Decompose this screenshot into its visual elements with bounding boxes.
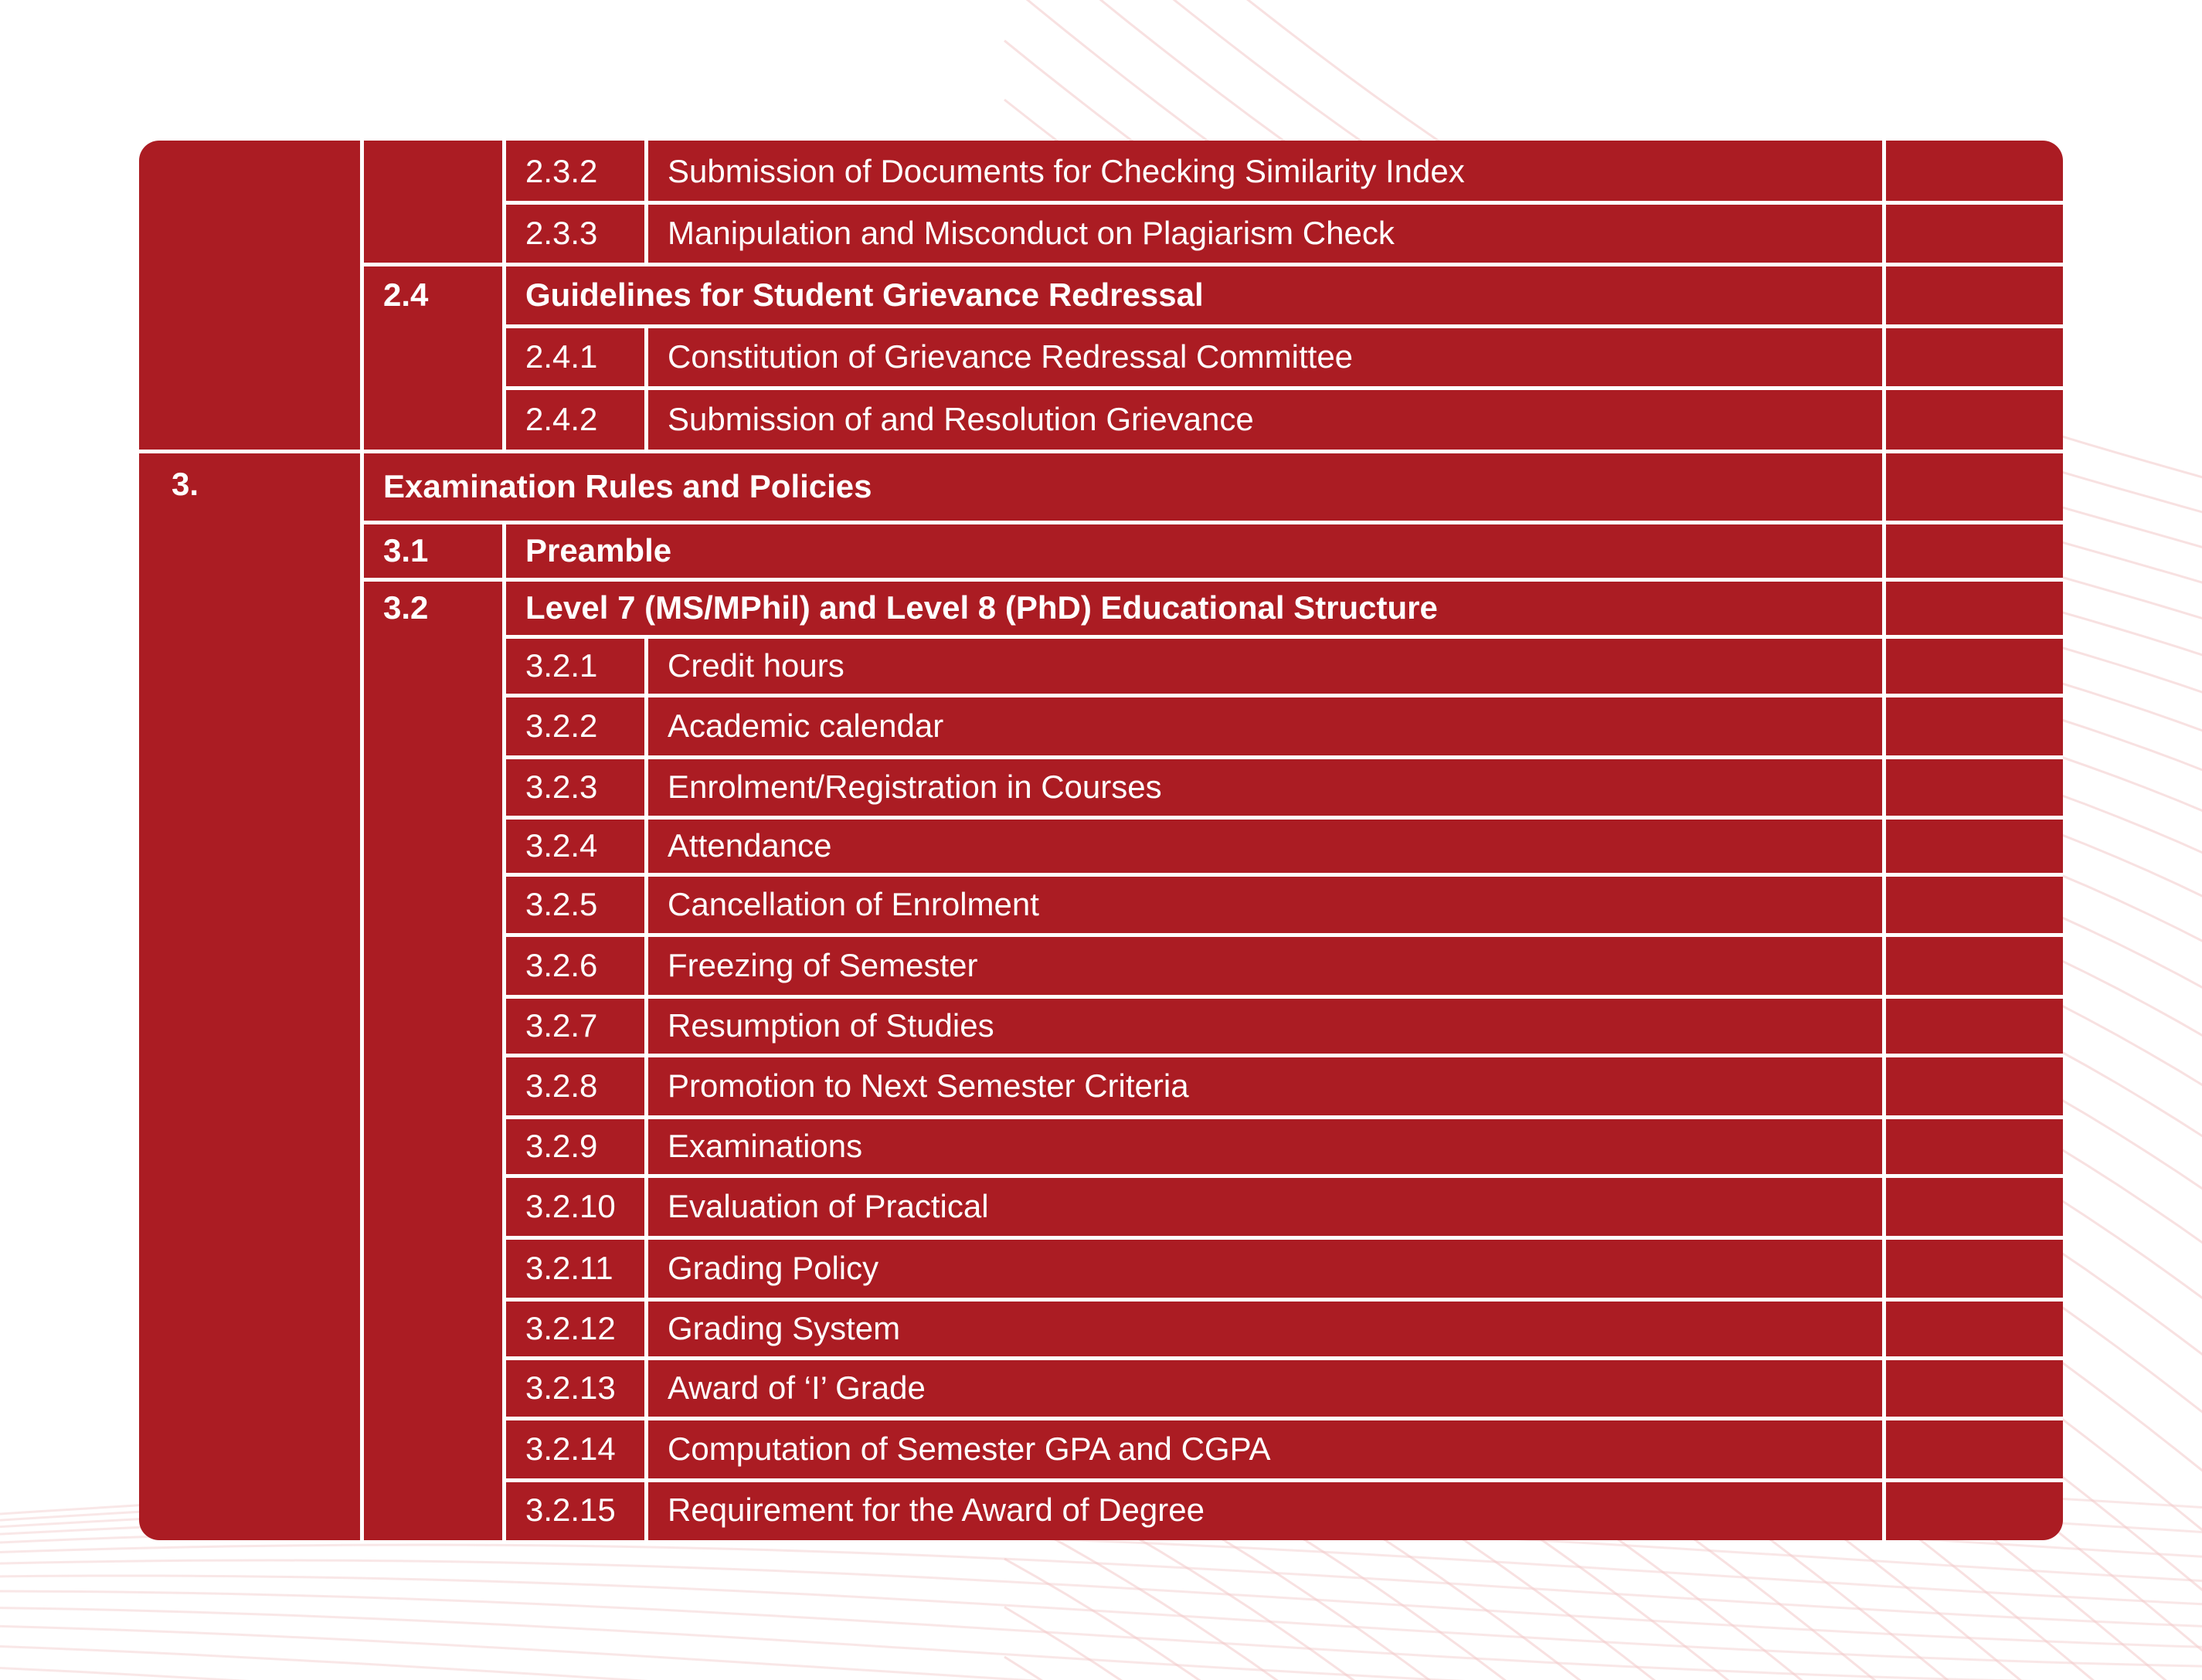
column-divider (644, 202, 648, 264)
toc-entry-number[interactable]: 3.2.2 (525, 708, 598, 744)
toc-entry-number[interactable]: 3.2.13 (525, 1369, 616, 1406)
column-divider (644, 326, 648, 388)
column-divider (644, 1358, 648, 1418)
toc-entry-number[interactable]: 2.3.2 (525, 153, 598, 189)
toc-entry-title[interactable]: Award of ‘I’ Grade (668, 1369, 926, 1406)
toc-entry-title[interactable]: Computation of Semester GPA and CGPA (668, 1431, 1271, 1467)
toc-entry-number[interactable]: 3.2.11 (525, 1250, 613, 1286)
column-divider (644, 1117, 648, 1176)
toc-entry-number[interactable]: 2.4.2 (525, 401, 598, 437)
row-divider (504, 933, 2063, 937)
toc-entry-number[interactable]: 3.2.3 (525, 769, 598, 805)
column-divider (502, 141, 506, 451)
column-divider (644, 1237, 648, 1299)
column-divider (644, 1055, 648, 1117)
toc-entry-number[interactable]: 3.2.15 (525, 1492, 616, 1528)
toc-entry-title[interactable]: Constitution of Grievance Redressal Committee (668, 338, 1354, 375)
toc-entry-title[interactable]: Manipulation and Misconduct on Plagiarism Check (668, 215, 1395, 251)
toc-entry-title[interactable]: Cancellation of Enrolment (668, 886, 1039, 922)
toc-entry-number[interactable]: 3.1 (383, 532, 429, 568)
toc-entry-title[interactable]: Examinations (668, 1128, 863, 1164)
row-divider (504, 635, 2063, 639)
toc-entry-title[interactable]: Resumption of Studies (668, 1007, 994, 1044)
column-divider (644, 817, 648, 874)
toc-entry-title[interactable]: Freezing of Semester (668, 947, 978, 983)
toc-entry-title[interactable]: Submission of Documents for Checking Similarity Index (668, 153, 1465, 189)
row-divider (504, 1356, 2063, 1360)
toc-entry-number[interactable]: 3. (172, 466, 199, 502)
row-divider (504, 1174, 2063, 1178)
column-divider (644, 1480, 648, 1540)
column-divider (502, 522, 506, 1540)
column-divider (644, 757, 648, 817)
toc-entry-title[interactable]: Evaluation of Practical (668, 1188, 989, 1224)
toc-entry-number[interactable]: 3.2.12 (525, 1310, 616, 1346)
row-divider (504, 755, 2063, 759)
toc-entry-title[interactable]: Attendance (668, 827, 832, 864)
toc-entry-number[interactable]: 3.2.9 (525, 1128, 598, 1164)
row-divider (504, 694, 2063, 697)
row-divider (504, 1236, 2063, 1240)
row-divider (504, 324, 2063, 328)
column-divider (644, 141, 648, 202)
row-divider (504, 873, 2063, 877)
toc-entry-title[interactable]: Promotion to Next Semester Criteria (668, 1067, 1189, 1104)
toc-entry-title[interactable]: Examination Rules and Policies (383, 468, 872, 504)
column-divider (644, 1176, 648, 1237)
row-divider (504, 1054, 2063, 1057)
toc-entry-title[interactable]: Requirement for the Award of Degree (668, 1492, 1205, 1528)
toc-entry-title[interactable]: Preamble (525, 532, 672, 568)
toc-entry-number[interactable]: 3.2.6 (525, 947, 598, 983)
column-divider (1882, 141, 1886, 1540)
row-divider (504, 1478, 2063, 1482)
toc-entry-number[interactable]: 3.2.5 (525, 886, 598, 922)
row-divider (362, 578, 2063, 582)
table-of-contents (139, 141, 2063, 1540)
toc-entry-title[interactable]: Academic calendar (668, 708, 944, 744)
column-divider (644, 1418, 648, 1480)
toc-entry-number[interactable]: 3.2.8 (525, 1067, 598, 1104)
toc-entry-title[interactable]: Credit hours (668, 647, 844, 684)
column-divider (644, 996, 648, 1055)
toc-entry-title[interactable]: Submission of and Resolution Grievance (668, 401, 1254, 437)
column-divider (644, 695, 648, 757)
toc-entry-number[interactable]: 2.4 (383, 277, 429, 313)
column-divider (360, 141, 364, 1540)
row-divider (139, 450, 2063, 453)
column-divider (644, 874, 648, 935)
row-divider (504, 1298, 2063, 1302)
column-divider (644, 935, 648, 996)
toc-entry-title[interactable]: Grading System (668, 1310, 901, 1346)
row-divider (504, 1115, 2063, 1119)
row-divider (362, 521, 2063, 524)
column-divider (644, 1299, 648, 1358)
toc-entry-number[interactable]: 3.2.7 (525, 1007, 598, 1044)
toc-entry-number[interactable]: 2.3.3 (525, 215, 598, 251)
toc-entry-title[interactable]: Level 7 (MS/MPhil) and Level 8 (PhD) Educational Structure (525, 589, 1438, 626)
row-divider (504, 386, 2063, 390)
row-divider (504, 816, 2063, 820)
toc-entry-number[interactable]: 3.2 (383, 589, 429, 626)
toc-entry-number[interactable]: 3.2.10 (525, 1188, 616, 1224)
row-divider (362, 263, 2063, 266)
toc-entry-number[interactable]: 3.2.4 (525, 827, 598, 864)
toc-entry-title[interactable]: Guidelines for Student Grievance Redressal (525, 277, 1204, 313)
toc-entry-number[interactable]: 3.2.1 (525, 647, 598, 684)
row-divider (504, 1417, 2063, 1420)
column-divider (644, 388, 648, 451)
row-divider (504, 201, 2063, 205)
column-divider (644, 636, 648, 695)
toc-entry-number[interactable]: 3.2.14 (525, 1431, 616, 1467)
row-divider (504, 995, 2063, 999)
toc-entry-number[interactable]: 2.4.1 (525, 338, 598, 375)
toc-entry-title[interactable]: Enrolment/Registration in Courses (668, 769, 1162, 805)
toc-entry-title[interactable]: Grading Policy (668, 1250, 879, 1286)
